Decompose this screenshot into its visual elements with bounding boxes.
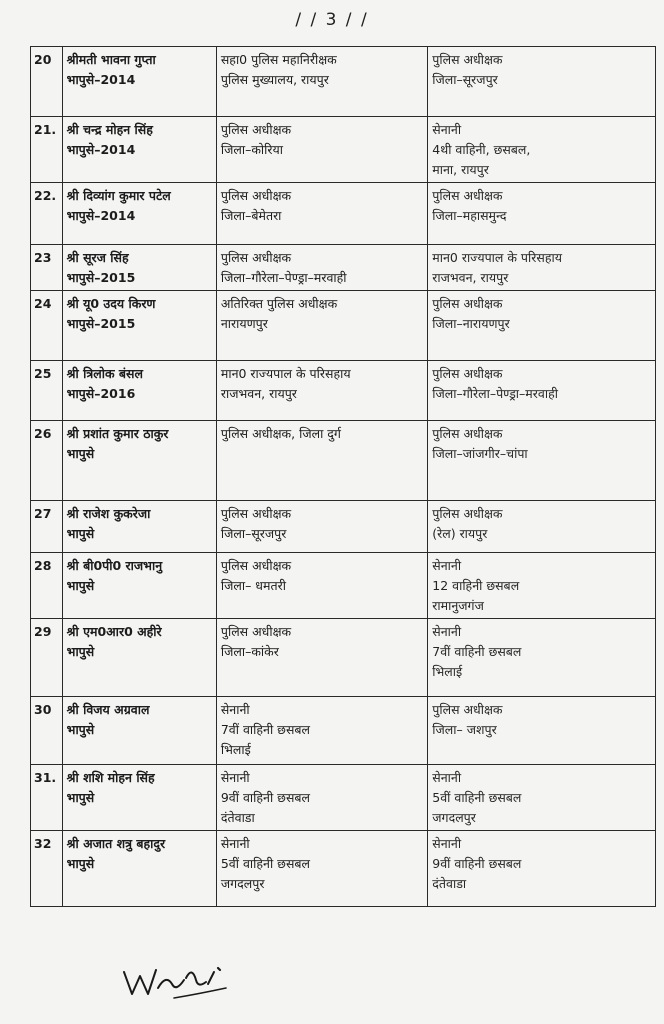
transfer-order-table <box>30 46 656 907</box>
new-posting-line: जिला–नारायणपुर <box>432 316 510 331</box>
officer-name: श्री सूरज सिंह <box>66 250 129 265</box>
new-posting-line: सेनानी <box>432 122 462 137</box>
current-posting-line: सेनानी <box>220 702 250 717</box>
service-batch: भापुसे <box>66 722 95 737</box>
service-batch: भापुसे–2016 <box>66 386 136 401</box>
current-posting-line: पुलिस अधीक्षक <box>220 122 292 137</box>
new-posting-line: जिला–सूरजपुर <box>432 72 498 87</box>
new-posting-line: पुलिस अधीक्षक <box>432 366 503 381</box>
service-batch: भापुसे <box>66 526 95 541</box>
new-posting <box>428 47 656 117</box>
service-batch: भापुसे–2015 <box>66 270 136 285</box>
new-posting <box>428 553 656 619</box>
new-posting <box>428 183 656 245</box>
table-row <box>31 831 656 907</box>
current-posting-line: दंतेवाडा <box>220 810 255 825</box>
new-posting-line: पुलिस अधीक्षक <box>432 426 503 441</box>
new-posting <box>428 765 656 831</box>
new-posting-line: पुलिस अधीक्षक <box>432 52 503 67</box>
current-posting-line: पुलिस मुख्यालय, रायपुर <box>220 72 329 87</box>
officer-cell <box>62 117 216 183</box>
current-posting-line: राजभवन, रायपुर <box>220 386 297 401</box>
new-posting-line: सेनानी <box>432 558 462 573</box>
new-posting-line: सेनानी <box>432 624 462 639</box>
current-posting-line: पुलिस अधीक्षक <box>220 188 292 203</box>
officer-cell <box>62 697 216 765</box>
officer-cell <box>62 501 216 553</box>
officer-cell <box>62 47 216 117</box>
serial-number: 30 <box>31 697 63 765</box>
current-posting <box>216 117 427 183</box>
table-row <box>31 619 656 697</box>
serial-number: 24 <box>31 291 63 361</box>
current-posting-line: जिला– धमतरी <box>220 578 286 593</box>
serial-number: 31. <box>31 765 63 831</box>
new-posting-line: रामानुजगंज <box>432 598 484 613</box>
new-posting-line: जिला–महासमुन्द <box>432 208 507 223</box>
current-posting <box>216 501 427 553</box>
table-row <box>31 183 656 245</box>
serial-number: 29 <box>31 619 63 697</box>
serial-number: 32 <box>31 831 63 907</box>
new-posting-line: राजभवन, रायपुर <box>432 270 509 285</box>
new-posting <box>428 619 656 697</box>
current-posting-line: सहा0 पुलिस महानिरीक्षक <box>220 52 337 67</box>
officer-name: श्री दिव्यांग कुमार पटेल <box>66 188 171 203</box>
new-posting <box>428 697 656 765</box>
new-posting <box>428 501 656 553</box>
current-posting-line: 9वीं वाहिनी छसबल <box>220 790 311 805</box>
current-posting <box>216 831 427 907</box>
current-posting <box>216 421 427 501</box>
current-posting-line: पुलिस अधीक्षक <box>220 624 292 639</box>
new-posting <box>428 117 656 183</box>
current-posting-line: जिला–सूरजपुर <box>220 526 287 541</box>
table-row <box>31 421 656 501</box>
officer-cell <box>62 245 216 291</box>
officer-name: श्री चन्द्र मोहन सिंह <box>66 122 153 137</box>
new-posting <box>428 361 656 421</box>
current-posting-line: 5वीं वाहिनी छसबल <box>220 856 311 871</box>
new-posting-line: दंतेवाडा <box>432 876 467 891</box>
new-posting-line: जिला– जशपुर <box>432 722 497 737</box>
current-posting-line: भिलाई <box>220 742 251 757</box>
current-posting <box>216 553 427 619</box>
new-posting-line: (रेल) रायपुर <box>432 526 488 541</box>
table-row <box>31 361 656 421</box>
officer-cell <box>62 361 216 421</box>
serial-number: 20 <box>31 47 63 117</box>
new-posting-line: 9वीं वाहिनी छसबल <box>432 856 522 871</box>
table-row <box>31 245 656 291</box>
new-posting <box>428 421 656 501</box>
officer-name: श्री एम0आर0 अहीरे <box>66 624 162 639</box>
table-row <box>31 501 656 553</box>
current-posting-line: जगदलपुर <box>220 876 265 891</box>
table-row <box>31 697 656 765</box>
current-posting-line: पुलिस अधीक्षक <box>220 506 292 521</box>
new-posting-line: पुलिस अधीक्षक <box>432 506 503 521</box>
service-batch: भापुसे <box>66 790 95 805</box>
officer-name: श्रीमती भावना गुप्ता <box>66 52 156 67</box>
officer-name: श्री प्रशांत कुमार ठाकुर <box>66 426 169 441</box>
serial-number: 21. <box>31 117 63 183</box>
current-posting-line: जिला–बेमेतरा <box>220 208 282 223</box>
current-posting <box>216 245 427 291</box>
new-posting-line: जगदलपुर <box>432 810 476 825</box>
current-posting-line: 7वीं वाहिनी छसबल <box>220 722 311 737</box>
table-row <box>31 553 656 619</box>
serial-number: 26 <box>31 421 63 501</box>
officer-cell <box>62 553 216 619</box>
new-posting-line: सेनानी <box>432 770 462 785</box>
current-posting-line: पुलिस अधीक्षक <box>220 558 292 573</box>
table-row <box>31 117 656 183</box>
new-posting-line: माना, रायपुर <box>432 162 489 177</box>
table-body <box>31 47 656 907</box>
new-posting-line: मान0 राज्यपाल के परिसहाय <box>432 250 562 265</box>
current-posting <box>216 47 427 117</box>
current-posting <box>216 291 427 361</box>
serial-number: 27 <box>31 501 63 553</box>
officer-cell <box>62 765 216 831</box>
new-posting-line: 7वीं वाहिनी छसबल <box>432 644 522 659</box>
current-posting <box>216 765 427 831</box>
officer-cell <box>62 421 216 501</box>
current-posting-line: नारायणपुर <box>220 316 268 331</box>
new-posting-line: 12 वाहिनी छसबल <box>432 578 520 593</box>
service-batch: भापुसे–2014 <box>66 142 136 157</box>
current-posting-line: मान0 राज्यपाल के परिसहाय <box>220 366 351 381</box>
service-batch: भापुसे–2014 <box>66 72 136 87</box>
officer-name: श्री बी0पी0 राजभानु <box>66 558 163 573</box>
service-batch: भापुसे <box>66 644 95 659</box>
service-batch: भापुसे–2015 <box>66 316 136 331</box>
current-posting <box>216 697 427 765</box>
current-posting-line: पुलिस अधीक्षक <box>220 250 292 265</box>
current-posting-line: जिला–कांकेर <box>220 644 279 659</box>
new-posting-line: पुलिस अधीक्षक <box>432 188 503 203</box>
officer-cell <box>62 291 216 361</box>
current-posting <box>216 361 427 421</box>
new-posting-line: भिलाई <box>432 664 463 679</box>
officer-name: श्री शशि मोहन सिंह <box>66 770 155 785</box>
officer-cell <box>62 831 216 907</box>
new-posting-line: पुलिस अधीक्षक <box>432 296 503 311</box>
service-batch: भापुसे <box>66 856 95 871</box>
serial-number: 22. <box>31 183 63 245</box>
current-posting <box>216 183 427 245</box>
service-batch: भापुसे <box>66 446 95 461</box>
new-posting-line: 4थी वाहिनी, छसबल, <box>432 142 531 157</box>
service-batch: भापुसे <box>66 578 95 593</box>
new-posting <box>428 291 656 361</box>
current-posting-line: सेनानी <box>220 836 250 851</box>
new-posting-line: 5वीं वाहिनी छसबल <box>432 790 522 805</box>
officer-name: श्री अजात शत्रु बहादुर <box>66 836 166 851</box>
serial-number: 23 <box>31 245 63 291</box>
new-posting <box>428 831 656 907</box>
officer-cell <box>62 619 216 697</box>
current-posting-line: जिला–गौरेला–पेण्ड्रा–मरवाही <box>220 270 347 285</box>
officer-name: श्री त्रिलोक बंसल <box>66 366 143 381</box>
new-posting <box>428 245 656 291</box>
serial-number: 28 <box>31 553 63 619</box>
table-row <box>31 291 656 361</box>
new-posting-line: जिला–जांजगीर–चांपा <box>432 446 528 461</box>
signature <box>118 958 248 1002</box>
officer-name: श्री राजेश कुकरेजा <box>66 506 151 521</box>
table-row <box>31 765 656 831</box>
officer-name: श्री यू0 उदय किरण <box>66 296 156 311</box>
new-posting-line: जिला–गौरेला–पेण्ड्रा–मरवाही <box>432 386 558 401</box>
officer-cell <box>62 183 216 245</box>
new-posting-line: सेनानी <box>432 836 462 851</box>
service-batch: भापुसे–2014 <box>66 208 136 223</box>
current-posting-line: पुलिस अधीक्षक, जिला दुर्ग <box>220 426 341 441</box>
current-posting-line: जिला–कोरिया <box>220 142 284 157</box>
table-row <box>31 47 656 117</box>
current-posting-line: सेनानी <box>220 770 250 785</box>
current-posting <box>216 619 427 697</box>
officer-name: श्री विजय अग्रवाल <box>66 702 150 717</box>
serial-number: 25 <box>31 361 63 421</box>
page-number: / / 3 / / <box>295 10 369 30</box>
current-posting-line: अतिरिक्त पुलिस अधीक्षक <box>220 296 338 311</box>
new-posting-line: पुलिस अधीक्षक <box>432 702 503 717</box>
